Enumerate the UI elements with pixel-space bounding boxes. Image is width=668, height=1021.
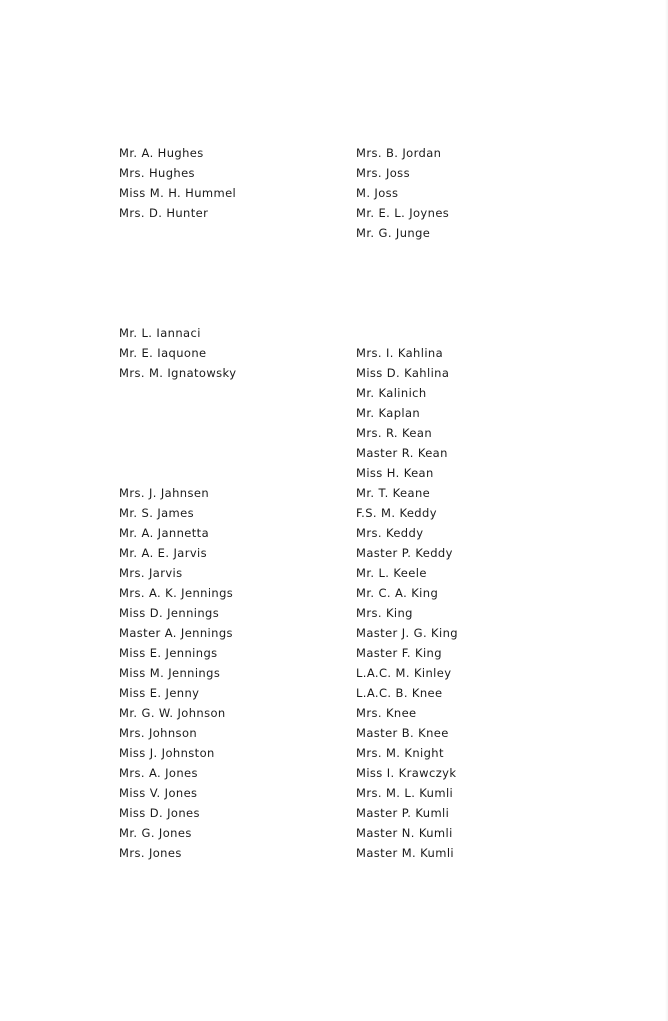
name-entry: Mr. G. Jones <box>119 826 192 840</box>
name-entry: Miss M. H. Hummel <box>119 186 237 200</box>
name-entry: Mr. L. Iannaci <box>119 326 201 340</box>
name-entry: Mrs. J. Jahnsen <box>119 486 210 500</box>
name-entry: Mr. L. Keele <box>356 566 427 580</box>
name-entry: Miss E. Jennings <box>119 646 218 660</box>
name-entry: Miss V. Jones <box>119 786 198 800</box>
name-entry: Mr. T. Keane <box>356 486 431 500</box>
name-entry: Mrs. Joss <box>356 166 410 180</box>
name-entry: Mrs. Jarvis <box>119 566 183 580</box>
name-entry: Mr. G. Junge <box>356 226 431 240</box>
name-entry: Miss J. Johnston <box>119 746 215 760</box>
name-entry: Mrs. M. Knight <box>356 746 444 760</box>
name-entry: Master R. Kean <box>356 446 448 460</box>
name-entry: Mr. Kaplan <box>356 406 421 420</box>
name-entry: Mrs. Knee <box>356 706 417 720</box>
name-entry: L.A.C. B. Knee <box>356 686 443 700</box>
name-entry: Mrs. Hughes <box>119 166 195 180</box>
name-entry: M. Joss <box>356 186 399 200</box>
name-entry: Master M. Kumli <box>356 846 455 860</box>
name-entry: Miss D. Jones <box>119 806 200 820</box>
name-entry: Master F. King <box>356 646 442 660</box>
name-entry: Mr. C. A. King <box>356 586 439 600</box>
name-entry: L.A.C. M. Kinley <box>356 666 452 680</box>
name-entry: Master A. Jennings <box>119 626 233 640</box>
name-entry: Master N. Kumli <box>356 826 453 840</box>
name-entry: Mrs. R. Kean <box>356 426 433 440</box>
name-entry: Mr. E. Iaquone <box>119 346 207 360</box>
name-entry: Master P. Kumli <box>356 806 450 820</box>
name-entry: Mrs. Johnson <box>119 726 198 740</box>
name-entry: Master J. G. King <box>356 626 458 640</box>
name-entry: Mr. Kalinich <box>356 386 427 400</box>
name-entry: Mr. G. W. Johnson <box>119 706 226 720</box>
name-entry: Mrs. Keddy <box>356 526 424 540</box>
name-entry: F.S. M. Keddy <box>356 506 437 520</box>
name-entry: Miss I. Krawczyk <box>356 766 457 780</box>
name-entry: Miss E. Jenny <box>119 686 200 700</box>
name-entry: Mr. A. Jannetta <box>119 526 210 540</box>
name-entry: Miss H. Kean <box>356 466 434 480</box>
name-entry: Mrs. M. Ignatowsky <box>119 366 237 380</box>
name-entry: Mr. S. James <box>119 506 195 520</box>
name-entry: Mrs. A. K. Jennings <box>119 586 234 600</box>
name-entry: Miss D. Kahlina <box>356 366 450 380</box>
name-entry: Miss M. Jennings <box>119 666 221 680</box>
name-entry: Mrs. A. Jones <box>119 766 198 780</box>
name-entry: Mrs. King <box>356 606 413 620</box>
name-entry: Mrs. I. Kahlina <box>356 346 444 360</box>
name-entry: Mrs. B. Jordan <box>356 146 442 160</box>
name-entry: Mrs. M. L. Kumli <box>356 786 454 800</box>
name-entry: Master P. Keddy <box>356 546 453 560</box>
name-entry: Miss D. Jennings <box>119 606 220 620</box>
name-entry: Mr. A. Hughes <box>119 146 204 160</box>
name-entry: Mr. A. E. Jarvis <box>119 546 208 560</box>
name-entry: Mrs. Jones <box>119 846 182 860</box>
name-entry: Mrs. D. Hunter <box>119 206 209 220</box>
name-entry: Master B. Knee <box>356 726 449 740</box>
name-entry: Mr. E. L. Joynes <box>356 206 450 220</box>
